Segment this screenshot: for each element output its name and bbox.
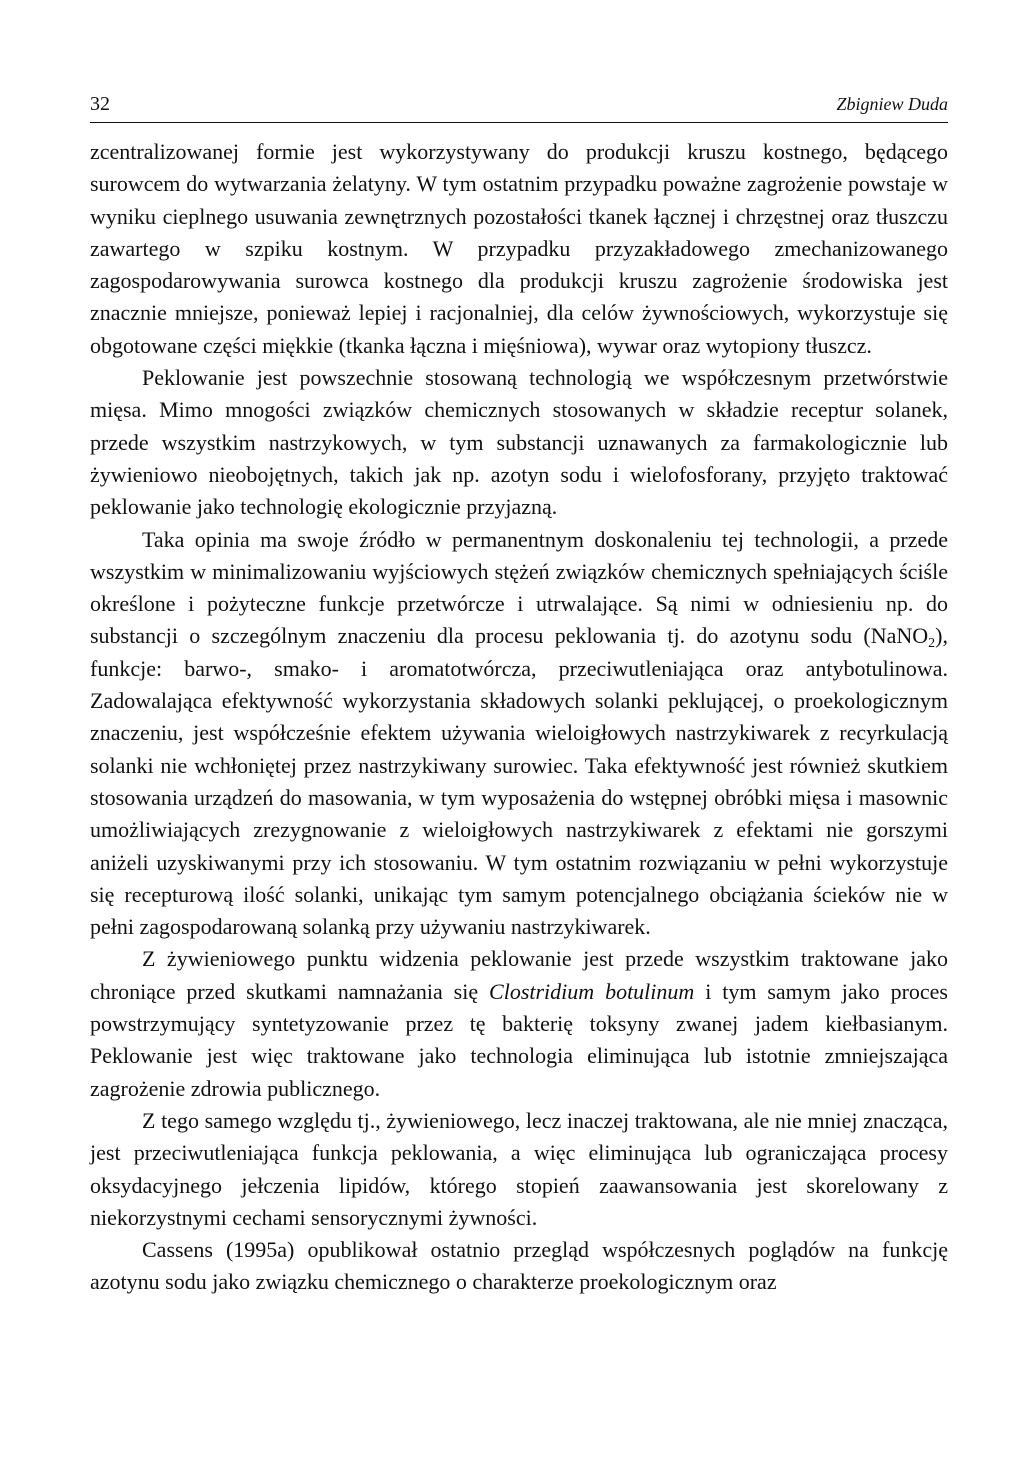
paragraph-zywieniowy-part1: Z żywieniowego punktu widzenia peklowanie jest przede wszystkim traktowane jako chroniące przed skutkami namnażania się bbox=[90, 946, 948, 1004]
page-number: 32 bbox=[90, 93, 110, 115]
species-name-italic: Clostridium botulinum bbox=[489, 978, 695, 1004]
page-header bbox=[90, 92, 948, 123]
paragraph-zywieniowy bbox=[90, 943, 948, 1104]
paragraph-zywieniowy-part2: i tym samym jako proces powstrzymujący syntetyzowanie przez tę bakterię toksyny zwanej jadem kiełbasianym. Peklowanie jest więc traktowane jako technologia eliminująca lub istotnie zmniejszająca zagrożenie zdrowia publicznego. bbox=[90, 978, 948, 1101]
running-head-author: Zbigniew Duda bbox=[836, 94, 948, 114]
paragraph-przeciwutleniajaca: Z tego samego względu tj., żywieniowego, lecz inaczej traktowana, ale nie mniej znacząca, jest przeciwutleniająca funkcja peklowania, a więc eliminująca lub ograniczająca procesy oksydacyjnego jełczenia lipidów, którego stopień zaawansowania jest skorelowany z niekorzystnymi cechami sensorycznymi żywności. bbox=[90, 1107, 948, 1230]
formula-subscript: 2 bbox=[928, 636, 936, 652]
paragraph-opinia-part2: ), funkcje: barwo-, smako- i aromatotwórcza, przeciwutleniająca oraz antybotulinowa. Zadowalająca efektywność wykorzystania składowych solanki peklującej, o proekologicznym znaczeniu, jest współcześnie efektem używania wieloigłowych nastrzykiwarek z recyrkulacją solanki nie wchłoniętej przez nastrzykiwany surowiec. Taka efektywność jest również skutkiem stosowania urządzeń do masowania, w tym wyposażenia do wstępnej obróbki mięsa i masownic umożliwiających zrezygnowanie z wieloigłowych nastrzykiwarek z efektami nie gorszymi aniżeli uzyskiwanymi przy ich stosowaniu. W tym ostatnim rozwiązaniu w pełni wykorzystuje się recepturową ilość solanki, unikając tym samym potencjalnego obciążania ścieków nie w pełni zagospodarowaną solanką przy używaniu nastrzykiwarek. bbox=[90, 623, 948, 940]
document-page bbox=[90, 92, 948, 1299]
paragraph-continued: zcentralizowanej formie jest wykorzystywany do produkcji kruszu kostnego, będącego surowcem do wytwarzania żelatyny. W tym ostatnim przypadku poważne zagrożenie powstaje w wyniku cieplnego usuwania zewnętrznych pozostałości tkanek łącznej i chrzęstnej oraz tłuszczu zawartego w szpiku kostnym. W przypadku przyzakładowego zmechanizowanego zagospodarowywania surowca kostnego dla produkcji kruszu zagrożenie środowiska jest znacznie mniejsze, ponieważ lepiej i racjonalniej, dla celów żywnościowych, wykorzystuje się obgotowane części miękkie (tkanka łączna i mięśniowa), wywar oraz wytopiony tłuszcz. bbox=[90, 139, 948, 358]
paragraph-cassens: Cassens (1995a) opublikował ostatnio przegląd współczesnych poglądów na funkcję azotynu sodu jako związku chemicznego o charakterze proekologicznym oraz bbox=[90, 1237, 948, 1295]
paragraph-opinia-part1: Taka opinia ma swoje źródło w permanentnym doskonaleniu tej technologii, a przede wszystkim w minimalizowaniu wyjściowych stężeń związków chemicznych spełniających ściśle określone i pożyteczne funkcje przetwórcze i utrwalające. Są nimi w odniesieniu np. do substancji o szczególnym znaczeniu dla procesu peklowania tj. do azotynu sodu (NaNO bbox=[90, 526, 948, 649]
paragraph-opinia bbox=[90, 524, 948, 944]
body-text bbox=[90, 136, 948, 1299]
paragraph-peklowanie: Peklowanie jest powszechnie stosowaną technologią we współczesnym przetwórstwie mięsa. Mimo mnogości związków chemicznych stosowanych w składzie receptur solanek, przede wszystkim nastrzykowych, w tym substancji uznawanych za farmakologicznie lub żywieniowo nieobojętnych, takich jak np. azotyn sodu i wielofosforany, przyjęto traktować peklowanie jako technologię ekologicznie przyjazną. bbox=[90, 365, 948, 520]
